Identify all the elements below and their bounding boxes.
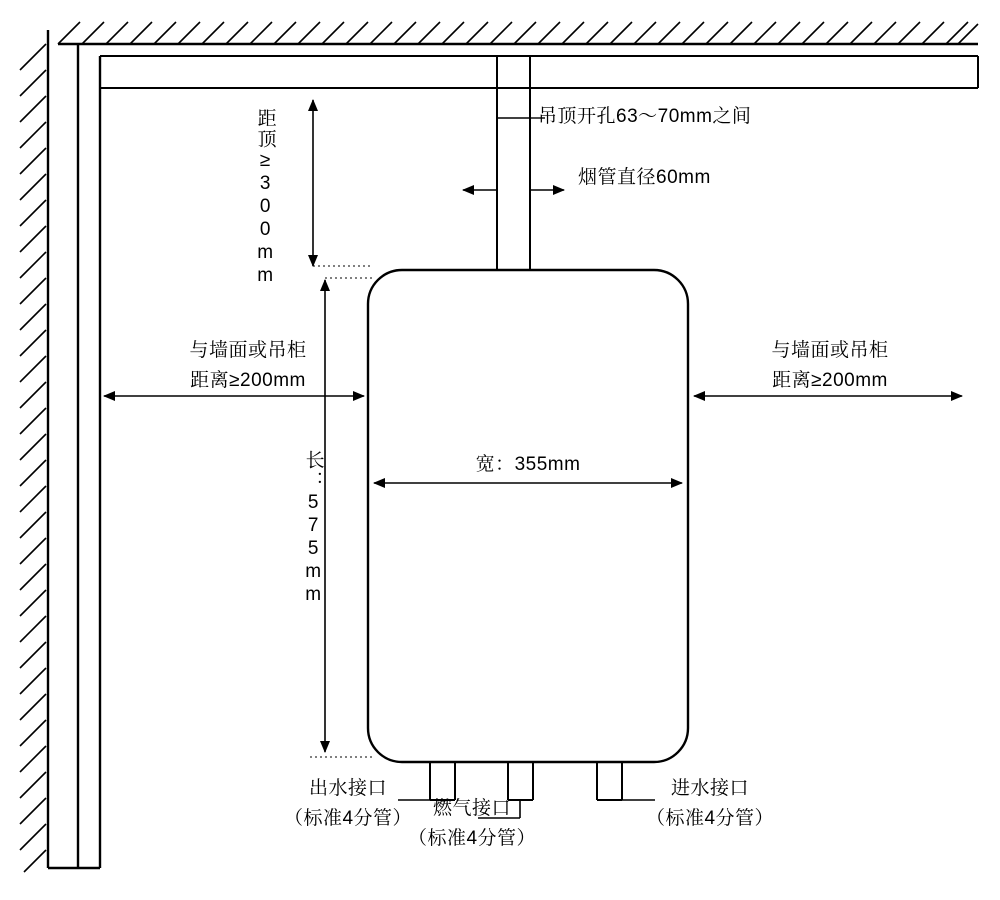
label-gas-line1: 燃气接口 bbox=[432, 798, 511, 819]
left-wall bbox=[48, 30, 100, 868]
ceiling-hatch bbox=[58, 22, 978, 44]
left-wall-hatch bbox=[20, 44, 46, 872]
label-left-clearance-line1: 与墙面或吊柜 bbox=[189, 340, 307, 361]
water-heater-body bbox=[368, 270, 688, 762]
label-unit-height: 长：575mm bbox=[302, 450, 324, 607]
label-unit-width: 宽：355mm bbox=[475, 454, 581, 475]
dimension-top-clearance bbox=[100, 88, 370, 266]
drop-ceiling bbox=[100, 56, 978, 88]
label-gas-line2: （标准4分管） bbox=[407, 828, 537, 849]
label-top-clearance: 距顶≥300mm bbox=[254, 108, 276, 288]
label-outlet-line2: （标准4分管） bbox=[283, 808, 413, 829]
label-right-clearance-line1: 与墙面或吊柜 bbox=[771, 340, 889, 361]
connection-pipes bbox=[430, 762, 622, 800]
label-flue-diameter: 烟管直径60mm bbox=[578, 167, 711, 188]
label-inlet-line2: （标准4分管） bbox=[645, 808, 775, 829]
label-inlet-line1: 进水接口 bbox=[670, 778, 749, 799]
label-outlet-line1: 出水接口 bbox=[308, 778, 387, 799]
label-right-clearance-line2: 距离≥200mm bbox=[772, 370, 888, 391]
label-left-clearance-line2: 距离≥200mm bbox=[190, 370, 306, 391]
label-ceiling-hole: 吊顶开孔63～70mm之间 bbox=[538, 106, 752, 127]
